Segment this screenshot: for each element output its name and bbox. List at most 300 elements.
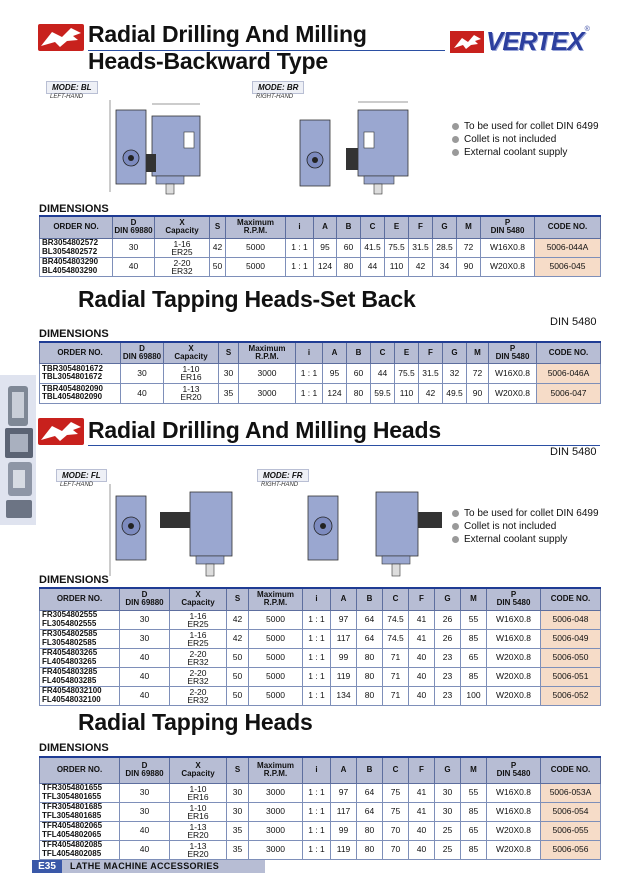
c-cell: 70 <box>383 821 409 840</box>
a-cell: 119 <box>331 840 357 859</box>
note-item <box>452 533 599 546</box>
d-cell: 30 <box>121 363 164 383</box>
din-label-3: DIN 5480 <box>550 446 597 458</box>
col-d-header: D DIN 69880 <box>120 588 170 610</box>
s-cell: 50 <box>227 648 249 667</box>
bullet-icon <box>452 536 459 543</box>
col-f-header: F <box>409 216 433 238</box>
x-cell: 1-10 ER16 <box>170 802 227 821</box>
section-2-title: Radial Tapping Heads-Set Back <box>78 286 416 312</box>
a-cell: 97 <box>331 610 357 629</box>
order-no-cell: FR3054802555 FL3054802555 <box>40 610 120 629</box>
col-s-header: S <box>227 588 249 610</box>
code-cell: 5006-055 <box>541 821 601 840</box>
i-cell: 1 : 1 <box>303 610 331 629</box>
p-cell: W20X0.8 <box>487 821 541 840</box>
rpm-cell: 3000 <box>249 802 303 821</box>
rpm-cell: 5000 <box>249 610 303 629</box>
rpm-cell: 3000 <box>249 840 303 859</box>
note-text: External coolant supply <box>464 534 568 545</box>
rpm-cell: 5000 <box>249 648 303 667</box>
rpm-cell: 3000 <box>249 783 303 802</box>
m-cell: 85 <box>461 802 487 821</box>
g-cell: 49.5 <box>443 383 467 403</box>
f-cell: 42 <box>419 383 443 403</box>
rpm-cell: 3000 <box>249 821 303 840</box>
m-cell: 55 <box>461 783 487 802</box>
m-cell: 85 <box>461 629 487 648</box>
s-cell: 50 <box>210 257 226 276</box>
a-cell: 95 <box>314 238 337 257</box>
col-p-header: P DIN 5480 <box>487 757 541 783</box>
table-row <box>40 667 601 686</box>
s-cell: 35 <box>227 840 249 859</box>
table-row <box>40 610 601 629</box>
s-cell: 35 <box>227 821 249 840</box>
f-cell: 41 <box>409 610 435 629</box>
p-cell: W16X0.8 <box>489 363 537 383</box>
g-cell: 34 <box>433 257 457 276</box>
code-cell: 5006-056 <box>541 840 601 859</box>
rpm-cell: 5000 <box>226 257 286 276</box>
g-cell: 32 <box>443 363 467 383</box>
col-x-header: X Capacity <box>170 757 227 783</box>
g-cell: 26 <box>435 610 461 629</box>
table-row <box>40 840 601 859</box>
table-row <box>40 686 601 705</box>
table-tapping-heads <box>39 756 601 860</box>
col-x-header: X Capacity <box>155 216 210 238</box>
table-row <box>40 648 601 667</box>
bullet-icon <box>452 136 459 143</box>
col-code-header: CODE NO. <box>537 342 601 363</box>
col-m-header: M <box>467 342 489 363</box>
col-order-header: ORDER NO. <box>40 588 120 610</box>
title-rule-2 <box>88 445 600 446</box>
note-item <box>452 520 599 533</box>
order-no-cell: FR4054803285 FL4054803285 <box>40 667 120 686</box>
c-cell: 44 <box>371 363 395 383</box>
order-no-cell: TBR4054802090 TBL4054802090 <box>40 383 121 403</box>
c-cell: 41.5 <box>361 238 385 257</box>
table-row <box>40 383 601 403</box>
p-cell: W20X0.8 <box>481 257 535 276</box>
col-s-header: S <box>219 342 239 363</box>
p-cell: W16X0.8 <box>487 610 541 629</box>
bullet-icon <box>452 123 459 130</box>
order-no-cell: TFR4054802085 TFL4054802085 <box>40 840 120 859</box>
a-cell: 117 <box>331 802 357 821</box>
code-cell: 5006-054 <box>541 802 601 821</box>
col-rpm-header: Maximum R.P.M. <box>249 588 303 610</box>
b-cell: 64 <box>357 783 383 802</box>
a-cell: 124 <box>314 257 337 276</box>
code-cell: 5006-050 <box>541 648 601 667</box>
table-row <box>40 629 601 648</box>
col-b-header: B <box>357 757 383 783</box>
p-cell: W16X0.8 <box>481 238 535 257</box>
i-cell: 1 : 1 <box>296 383 323 403</box>
col-g-header: G <box>443 342 467 363</box>
table-backward-type <box>39 215 601 277</box>
a-cell: 117 <box>331 629 357 648</box>
c-cell: 44 <box>361 257 385 276</box>
note-text: Collet is not included <box>464 521 557 532</box>
bullet-icon <box>452 523 459 530</box>
section-1-title-line-1: Radial Drilling And Milling <box>88 21 367 47</box>
m-cell: 72 <box>467 363 489 383</box>
m-cell: 90 <box>457 257 481 276</box>
c-cell: 75 <box>383 802 409 821</box>
order-no-cell: FR3054802585 FL3054802585 <box>40 629 120 648</box>
section-3-title: Radial Drilling And Milling Heads <box>88 417 441 443</box>
col-code-header: CODE NO. <box>541 757 601 783</box>
order-no-cell: TFR4054802065 TFL4054802065 <box>40 821 120 840</box>
x-cell: 2-20 ER32 <box>170 667 227 686</box>
vertex-logo <box>450 26 590 57</box>
d-cell: 40 <box>120 686 170 705</box>
col-c-header: C <box>371 342 395 363</box>
b-cell: 80 <box>347 383 371 403</box>
col-d-header: D DIN 69880 <box>121 342 164 363</box>
f-cell: 40 <box>409 648 435 667</box>
table-row <box>40 238 601 257</box>
d-cell: 30 <box>120 802 170 821</box>
f-cell: 40 <box>409 840 435 859</box>
m-cell: 55 <box>461 610 487 629</box>
dimensions-label-2: DIMENSIONS <box>39 328 109 340</box>
i-cell: 1 : 1 <box>303 629 331 648</box>
x-cell: 1-16 ER25 <box>155 238 210 257</box>
b-cell: 64 <box>357 610 383 629</box>
col-f-header: F <box>409 757 435 783</box>
m-cell: 90 <box>467 383 489 403</box>
table-drilling-milling <box>39 587 601 706</box>
col-a-header: A <box>323 342 347 363</box>
m-cell: 85 <box>461 840 487 859</box>
vertex-wordmark: VERTEX <box>486 26 584 56</box>
mode-br-sub: RIGHT-HAND <box>256 94 294 100</box>
col-a-header: A <box>314 216 337 238</box>
order-no-cell: BR3054802572 BL3054802572 <box>40 238 113 257</box>
p-cell: W20X0.8 <box>487 667 541 686</box>
mode-bl-sub: LEFT-HAND <box>50 94 84 100</box>
x-cell: 2-20 ER32 <box>155 257 210 276</box>
c-cell: 71 <box>383 686 409 705</box>
table-row <box>40 363 601 383</box>
b-cell: 80 <box>337 257 361 276</box>
d-cell: 40 <box>120 840 170 859</box>
i-cell: 1 : 1 <box>303 667 331 686</box>
registered-mark: ® <box>584 26 590 33</box>
f-cell: 41 <box>409 802 435 821</box>
table-row <box>40 783 601 802</box>
i-cell: 1 : 1 <box>303 648 331 667</box>
g-cell: 23 <box>435 648 461 667</box>
x-cell: 1-16 ER25 <box>170 629 227 648</box>
x-cell: 1-13 ER20 <box>164 383 219 403</box>
col-f-header: F <box>409 588 435 610</box>
s-cell: 30 <box>219 363 239 383</box>
footer-title: LATHE MACHINE ACCESSORIES <box>70 861 220 871</box>
notes-block-1 <box>452 120 599 159</box>
i-cell: 1 : 1 <box>303 840 331 859</box>
c-cell: 70 <box>383 840 409 859</box>
mode-br-label: MODE: BR <box>252 81 304 94</box>
dimensions-label-4: DIMENSIONS <box>39 742 109 754</box>
order-no-cell: TFR3054801685 TFL3054801685 <box>40 802 120 821</box>
m-cell: 85 <box>461 667 487 686</box>
b-cell: 80 <box>357 821 383 840</box>
col-b-header: B <box>337 216 361 238</box>
i-cell: 1 : 1 <box>303 802 331 821</box>
col-s-header: S <box>227 757 249 783</box>
bullet-icon <box>452 149 459 156</box>
d-cell: 30 <box>120 783 170 802</box>
footer-page-number: E35 <box>32 860 62 873</box>
code-cell: 5006-049 <box>541 629 601 648</box>
note-text: External coolant supply <box>464 147 568 158</box>
f-cell: 42 <box>409 257 433 276</box>
section-1-title-line-2: Heads-Backward Type <box>88 48 328 74</box>
d-cell: 40 <box>120 648 170 667</box>
col-code-header: CODE NO. <box>535 216 601 238</box>
col-s-header: S <box>210 216 226 238</box>
d-cell: 40 <box>120 667 170 686</box>
notes-block-2 <box>452 507 599 546</box>
m-cell: 100 <box>461 686 487 705</box>
x-cell: 1-13 ER20 <box>170 840 227 859</box>
col-p-header: P DIN 5480 <box>481 216 535 238</box>
col-g-header: G <box>435 588 461 610</box>
f-cell: 40 <box>409 821 435 840</box>
i-cell: 1 : 1 <box>303 821 331 840</box>
col-x-header: X Capacity <box>164 342 219 363</box>
s-cell: 42 <box>227 629 249 648</box>
col-order-header: ORDER NO. <box>40 757 120 783</box>
f-cell: 40 <box>409 667 435 686</box>
p-cell: W16X0.8 <box>487 783 541 802</box>
p-cell: W16X0.8 <box>487 629 541 648</box>
col-c-header: C <box>361 216 385 238</box>
mode-fl-label: MODE: FL <box>56 469 107 482</box>
c-cell: 74.5 <box>383 610 409 629</box>
rpm-cell: 3000 <box>239 363 296 383</box>
a-cell: 119 <box>331 667 357 686</box>
mode-fr-label: MODE: FR <box>257 469 309 482</box>
note-text: To be used for collet DIN 6499 <box>464 121 599 132</box>
note-item <box>452 507 599 520</box>
d-cell: 30 <box>120 629 170 648</box>
eagle-logo <box>38 24 84 51</box>
f-cell: 31.5 <box>409 238 433 257</box>
p-cell: W20X0.8 <box>487 648 541 667</box>
g-cell: 30 <box>435 802 461 821</box>
c-cell: 71 <box>383 648 409 667</box>
col-a-header: A <box>331 588 357 610</box>
p-cell: W20X0.8 <box>487 686 541 705</box>
s-cell: 42 <box>227 610 249 629</box>
col-m-header: M <box>457 216 481 238</box>
vertex-eagle-icon <box>450 31 484 53</box>
f-cell: 40 <box>409 686 435 705</box>
rpm-cell: 5000 <box>249 686 303 705</box>
dimensions-label-1: DIMENSIONS <box>39 203 109 215</box>
b-cell: 80 <box>357 686 383 705</box>
e-cell: 110 <box>395 383 419 403</box>
code-cell: 5006-047 <box>537 383 601 403</box>
p-cell: W16X0.8 <box>487 802 541 821</box>
col-rpm-header: Maximum R.P.M. <box>226 216 286 238</box>
din-label-2: DIN 5480 <box>550 316 597 328</box>
d-cell: 40 <box>113 257 155 276</box>
order-no-cell: FR4054803265 FL4054803265 <box>40 648 120 667</box>
b-cell: 80 <box>357 667 383 686</box>
code-cell: 5006-053A <box>541 783 601 802</box>
i-cell: 1 : 1 <box>303 783 331 802</box>
col-c-header: C <box>383 757 409 783</box>
drawing-fl <box>98 480 248 580</box>
bullet-icon <box>452 510 459 517</box>
note-item <box>452 146 599 159</box>
col-rpm-header: Maximum R.P.M. <box>249 757 303 783</box>
a-cell: 95 <box>323 363 347 383</box>
f-cell: 41 <box>409 629 435 648</box>
col-a-header: A <box>331 757 357 783</box>
s-cell: 30 <box>227 783 249 802</box>
f-cell: 41 <box>409 783 435 802</box>
i-cell: 1 : 1 <box>303 686 331 705</box>
order-no-cell: BR4054803290 BL4054803290 <box>40 257 113 276</box>
tool-photo <box>2 382 36 522</box>
mode-bl-label: MODE: BL <box>46 81 98 94</box>
g-cell: 23 <box>435 686 461 705</box>
order-no-cell: TBR3054801672 TBL3054801672 <box>40 363 121 383</box>
x-cell: 1-10 ER16 <box>164 363 219 383</box>
order-no-cell: FR40548032100 FL40548032100 <box>40 686 120 705</box>
b-cell: 80 <box>357 648 383 667</box>
m-cell: 65 <box>461 821 487 840</box>
rpm-cell: 5000 <box>249 667 303 686</box>
p-cell: W20X0.8 <box>489 383 537 403</box>
col-m-header: M <box>461 588 487 610</box>
s-cell: 50 <box>227 686 249 705</box>
d-cell: 30 <box>120 610 170 629</box>
col-e-header: E <box>395 342 419 363</box>
s-cell: 35 <box>219 383 239 403</box>
col-rpm-header: Maximum R.P.M. <box>239 342 296 363</box>
code-cell: 5006-048 <box>541 610 601 629</box>
c-cell: 59.5 <box>371 383 395 403</box>
col-i-header: i <box>303 757 331 783</box>
note-text: Collet is not included <box>464 134 557 145</box>
b-cell: 60 <box>347 363 371 383</box>
a-cell: 124 <box>323 383 347 403</box>
col-b-header: B <box>347 342 371 363</box>
col-i-header: i <box>303 588 331 610</box>
col-i-header: i <box>286 216 314 238</box>
e-cell: 110 <box>385 257 409 276</box>
col-c-header: C <box>383 588 409 610</box>
d-cell: 30 <box>113 238 155 257</box>
x-cell: 2-20 ER32 <box>170 648 227 667</box>
i-cell: 1 : 1 <box>296 363 323 383</box>
col-f-header: F <box>419 342 443 363</box>
x-cell: 2-20 ER32 <box>170 686 227 705</box>
c-cell: 75 <box>383 783 409 802</box>
d-cell: 40 <box>120 821 170 840</box>
i-cell: 1 : 1 <box>286 257 314 276</box>
col-order-header: ORDER NO. <box>40 216 113 238</box>
c-cell: 71 <box>383 667 409 686</box>
drawing-fr <box>300 480 450 580</box>
col-x-header: X Capacity <box>170 588 227 610</box>
g-cell: 23 <box>435 667 461 686</box>
a-cell: 134 <box>331 686 357 705</box>
col-m-header: M <box>461 757 487 783</box>
col-d-header: D DIN 69880 <box>120 757 170 783</box>
note-item <box>452 133 599 146</box>
code-cell: 5006-044A <box>535 238 601 257</box>
eagle-logo-2 <box>38 418 84 445</box>
drawing-br <box>292 96 442 196</box>
col-p-header: P DIN 5480 <box>489 342 537 363</box>
e-cell: 75.5 <box>395 363 419 383</box>
g-cell: 25 <box>435 840 461 859</box>
a-cell: 97 <box>331 783 357 802</box>
a-cell: 99 <box>331 648 357 667</box>
note-text: To be used for collet DIN 6499 <box>464 508 599 519</box>
mode-fr-sub: RIGHT-HAND <box>261 482 299 488</box>
col-g-header: G <box>435 757 461 783</box>
col-d-header: D DIN 69880 <box>113 216 155 238</box>
order-no-cell: TFR3054801655 TFL3054801655 <box>40 783 120 802</box>
drawing-bl <box>92 96 242 196</box>
col-g-header: G <box>433 216 457 238</box>
e-cell: 75.5 <box>385 238 409 257</box>
rpm-cell: 3000 <box>239 383 296 403</box>
table-row <box>40 257 601 276</box>
f-cell: 31.5 <box>419 363 443 383</box>
dimensions-label-3: DIMENSIONS <box>39 574 109 586</box>
m-cell: 65 <box>461 648 487 667</box>
col-order-header: ORDER NO. <box>40 342 121 363</box>
col-code-header: CODE NO. <box>541 588 601 610</box>
col-i-header: i <box>296 342 323 363</box>
s-cell: 50 <box>227 667 249 686</box>
b-cell: 80 <box>357 840 383 859</box>
c-cell: 74.5 <box>383 629 409 648</box>
code-cell: 5006-052 <box>541 686 601 705</box>
s-cell: 30 <box>227 802 249 821</box>
col-b-header: B <box>357 588 383 610</box>
code-cell: 5006-051 <box>541 667 601 686</box>
a-cell: 99 <box>331 821 357 840</box>
s-cell: 42 <box>210 238 226 257</box>
i-cell: 1 : 1 <box>286 238 314 257</box>
table-row <box>40 802 601 821</box>
x-cell: 1-16 ER25 <box>170 610 227 629</box>
b-cell: 60 <box>337 238 361 257</box>
rpm-cell: 5000 <box>249 629 303 648</box>
rpm-cell: 5000 <box>226 238 286 257</box>
x-cell: 1-13 ER20 <box>170 821 227 840</box>
p-cell: W20X0.8 <box>487 840 541 859</box>
x-cell: 1-10 ER16 <box>170 783 227 802</box>
b-cell: 64 <box>357 802 383 821</box>
section-4-title: Radial Tapping Heads <box>78 709 313 735</box>
g-cell: 28.5 <box>433 238 457 257</box>
